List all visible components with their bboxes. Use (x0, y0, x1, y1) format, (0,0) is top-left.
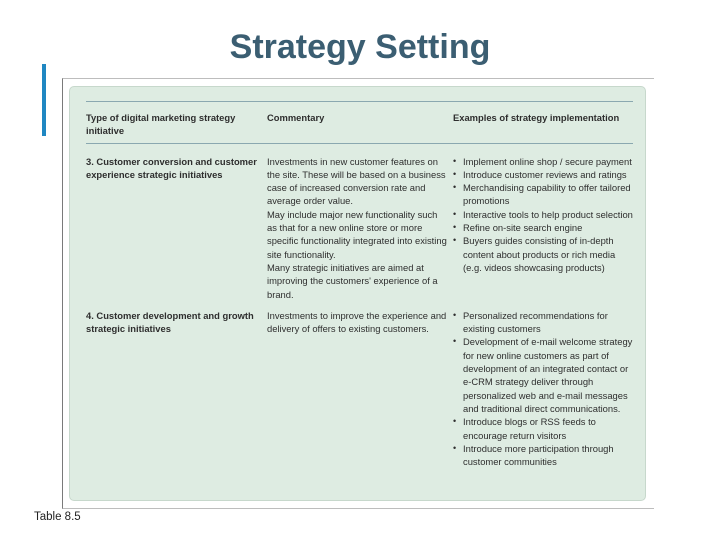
strategy-table (69, 86, 646, 501)
initiative-cell: 4. Customer development and growth strategic initiatives (86, 309, 254, 335)
commentary-paragraph: Many strategic initiatives are aimed at improving the customers' experience of a brand. (267, 261, 438, 300)
examples-cell (453, 155, 633, 301)
example-item: • Buyers guides consisting of in-depth content about products or rich media (e.g. videos showcasing products) (453, 234, 633, 274)
table-row (86, 301, 633, 469)
example-item: • Interactive tools to help product selection (453, 208, 633, 221)
example-item: • Merchandising capability to offer tailored promotions (453, 181, 633, 208)
examples-cell (453, 309, 633, 469)
commentary-cell (267, 155, 453, 301)
example-item: • Personalized recommendations for existing customers (453, 309, 633, 336)
example-item: • Introduce customer reviews and ratings (453, 168, 633, 181)
examples-list (453, 309, 633, 469)
commentary-paragraph: Investments to improve the experience and delivery of offers to existing customers. (267, 309, 447, 335)
example-item: • Introduce more participation through customer communities (453, 442, 633, 469)
header-commentary: Commentary (267, 112, 325, 123)
example-item: • Introduce blogs or RSS feeds to encourage return visitors (453, 415, 633, 442)
example-item: • Development of e-mail welcome strategy for new online customers as part of development of an integrated contact or e-CRM strategy deliver through personalized web and e-mail messages and traditional direct communications. (453, 335, 633, 415)
header-examples: Examples of strategy implementation (453, 112, 620, 123)
commentary-cell (267, 309, 453, 469)
initiative-cell: 3. Customer conversion and customer experience strategic initiatives (86, 155, 257, 180)
commentary-paragraph: Investments in new customer features on the site. These will be based on a business case of increased conversion rate and average order value. (267, 155, 446, 207)
header-initiative: Type of digital marketing strategy initiative (86, 112, 236, 137)
example-item: • Implement online shop / secure payment (453, 155, 633, 168)
accent-bar (42, 64, 46, 136)
commentary-paragraph: May include major new functionality such as that for a new online store or more specific functionality integrated into existing site functionality. (267, 208, 447, 260)
slide-title: Strategy Setting (229, 28, 491, 66)
table-header-row (86, 102, 633, 143)
table-caption: Table 8.5 (34, 511, 81, 523)
table-content (86, 101, 633, 468)
examples-list (453, 155, 633, 275)
table-row (86, 144, 633, 301)
example-item: • Refine on-site search engine (453, 221, 633, 234)
